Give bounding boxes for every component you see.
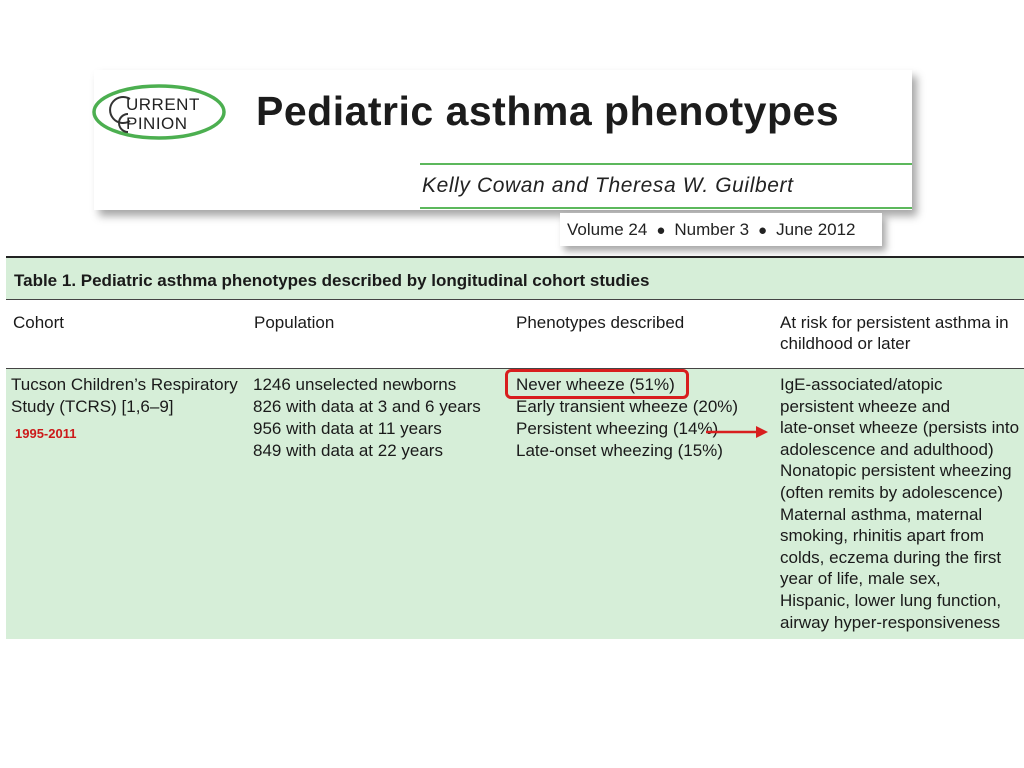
phenotype-line: Persistent wheezing (14%) <box>516 419 719 438</box>
logo-text-current: URRENT <box>126 95 200 114</box>
current-opinion-logo <box>92 84 226 140</box>
bullet-icon: ● <box>758 222 768 239</box>
population-line: 1246 unselected newborns <box>253 375 457 394</box>
cohort-line: Study (TCRS) [1,6–9] <box>11 397 174 416</box>
article-authors: Kelly Cowan and Theresa W. Guilbert <box>422 174 794 197</box>
column-header-risk <box>780 312 1009 354</box>
risk-line: late-onset wheeze (persists into <box>780 418 1020 438</box>
phenotype-line: Early transient wheeze (20%) <box>516 397 739 416</box>
column-header-risk-line: childhood or later <box>780 334 911 353</box>
population-line: 956 with data at 11 years <box>253 419 442 438</box>
cell-population <box>253 374 481 462</box>
risk-line: smoking, rhinitis apart from <box>780 526 985 546</box>
risk-line: persistent wheeze and <box>780 396 951 416</box>
title-rule <box>420 163 912 165</box>
population-line: 826 with data at 3 and 6 years <box>253 397 481 416</box>
risk-line: IgE-associated/atopic <box>780 375 943 394</box>
volume-info <box>567 220 856 240</box>
risk-line: Hispanic, lower lung function, <box>780 590 1002 610</box>
authors-rule <box>420 207 912 209</box>
phenotype-line: Never wheeze (51%) <box>516 375 675 394</box>
red-arrow-icon <box>706 424 770 440</box>
phenotype-line: Late-onset wheezing (15%) <box>516 441 723 460</box>
risk-line: year of life, male sex, <box>780 569 941 589</box>
risk-line: airway hyper-responsiveness <box>780 612 1001 632</box>
risk-line: colds, eczema during the first <box>780 547 1002 567</box>
column-header-population: Population <box>254 313 335 332</box>
column-header-phenotypes: Phenotypes described <box>516 313 685 332</box>
cell-risk <box>780 374 1019 633</box>
volume-number: Volume 24 <box>567 220 648 239</box>
risk-line: Nonatopic persistent wheezing <box>780 461 1012 481</box>
cohort-line: Tucson Children’s Respiratory <box>11 375 238 394</box>
column-header-risk-line: At risk for persistent asthma in <box>780 313 1009 332</box>
issue-date: June 2012 <box>776 220 856 239</box>
issue-number: Number 3 <box>674 220 750 239</box>
risk-line: (often remits by adolescence) <box>780 482 1003 502</box>
risk-line: adolescence and adulthood) <box>780 439 994 459</box>
years-annotation: 1995-2011 <box>15 426 77 441</box>
logo-text-opinion: PINION <box>126 114 188 133</box>
article-title: Pediatric asthma phenotypes <box>256 88 840 134</box>
table-top-rule <box>6 256 1024 258</box>
never-wheeze-highlight-box <box>505 369 689 399</box>
population-line: 849 with data at 22 years <box>253 441 443 460</box>
cell-cohort <box>11 374 238 418</box>
risk-line: Maternal asthma, maternal <box>780 504 983 524</box>
table-caption: Table 1. Pediatric asthma phenotypes described by longitudinal cohort studies <box>14 271 650 290</box>
bullet-icon: ● <box>656 222 666 239</box>
header-top-rule <box>6 299 1024 300</box>
column-header-cohort: Cohort <box>13 313 65 332</box>
